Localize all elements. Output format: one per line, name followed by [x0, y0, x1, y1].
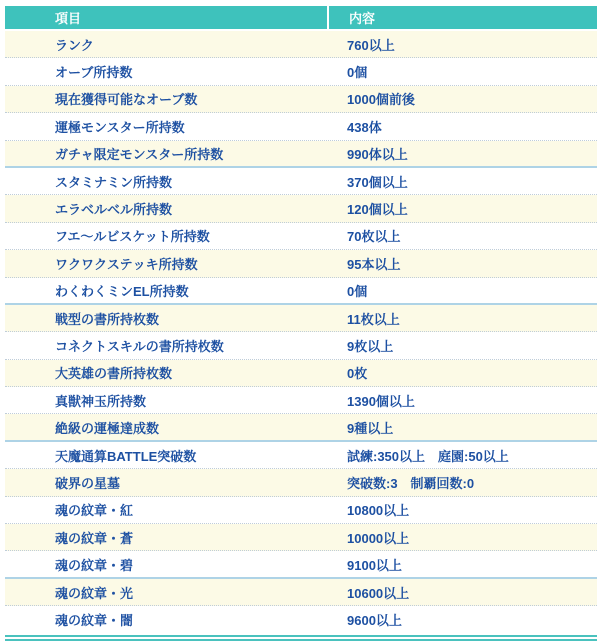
table-row — [5, 332, 597, 359]
row-label: ランク — [55, 37, 94, 53]
row-label: わくわくミンEL所持数 — [55, 283, 189, 299]
row-value: 95本以上 — [347, 256, 401, 272]
column-header-content: 内容 — [327, 6, 597, 29]
row-value: 70枚以上 — [347, 229, 401, 245]
row-value: 試練:350以上 庭園:50以上 — [347, 448, 509, 464]
row-value: 9100以上 — [347, 557, 402, 573]
table-row — [5, 305, 597, 332]
table-row — [5, 58, 597, 85]
table-body — [5, 31, 597, 634]
table-row — [5, 497, 597, 524]
table-row — [5, 442, 597, 469]
row-value: 突破数:3 制覇回数:0 — [347, 475, 475, 491]
row-label: ガチャ限定モンスター所持数 — [55, 146, 224, 162]
column-header-item: 項目 — [55, 11, 82, 26]
row-value: 9600以上 — [347, 613, 402, 629]
row-value: 10600以上 — [347, 585, 410, 601]
row-label: 魂の紋章・闇 — [55, 613, 134, 629]
row-label: スタミナミン所持数 — [55, 174, 173, 190]
table-row — [5, 223, 597, 250]
row-label: エラベルベル所持数 — [55, 202, 173, 218]
row-label: 戦型の書所持枚数 — [55, 311, 160, 327]
row-value: 10000以上 — [347, 530, 410, 546]
table-row — [5, 278, 597, 305]
table-row — [5, 360, 597, 387]
row-value: 760以上 — [347, 37, 395, 53]
row-label: 天魔通算BATTLE突破数 — [55, 448, 197, 464]
row-value: 1000個前後 — [347, 92, 415, 108]
table-row — [5, 31, 597, 58]
row-value: 0枚 — [347, 366, 368, 382]
row-value: 370個以上 — [347, 174, 408, 190]
table-row — [5, 195, 597, 222]
table-row — [5, 469, 597, 496]
row-value: 9枚以上 — [347, 338, 394, 354]
table-row — [5, 168, 597, 195]
table-row — [5, 579, 597, 606]
row-value: 990体以上 — [347, 146, 408, 162]
row-label: 魂の紋章・蒼 — [55, 530, 134, 546]
table-row — [5, 113, 597, 140]
row-value: 1390個以上 — [347, 393, 415, 409]
row-value: 11枚以上 — [347, 311, 400, 327]
row-label: 破界の星墓 — [55, 475, 121, 491]
account-status-table — [5, 6, 597, 641]
row-label: 魂の紋章・紅 — [55, 503, 134, 519]
row-label: 絶級の運極達成数 — [55, 420, 160, 436]
row-label: コネクトスキルの書所持枚数 — [55, 338, 224, 354]
table-bottom-border — [5, 635, 597, 641]
row-label: 魂の紋章・光 — [55, 585, 134, 601]
row-label: ワクワクステッキ所持数 — [55, 256, 198, 272]
table-row — [5, 606, 597, 633]
table-row — [5, 524, 597, 551]
table-row — [5, 387, 597, 414]
row-value: 0個 — [347, 65, 368, 81]
row-label: 現在獲得可能なオーブ数 — [55, 92, 198, 108]
row-value: 120個以上 — [347, 202, 408, 218]
row-label: 大英雄の書所持枚数 — [55, 366, 173, 382]
table-row — [5, 250, 597, 277]
row-label: 真獣神玉所持数 — [55, 393, 147, 409]
row-value: 0個 — [347, 283, 368, 299]
row-label: 魂の紋章・碧 — [55, 557, 134, 573]
table-row — [5, 414, 597, 441]
row-value: 9種以上 — [347, 420, 394, 436]
table-row — [5, 86, 597, 113]
row-label: オーブ所持数 — [55, 65, 133, 81]
row-value: 438体 — [347, 119, 382, 135]
row-label: 運極モンスター所持数 — [55, 119, 185, 135]
row-label: フエ〜ルビスケット所持数 — [55, 229, 210, 245]
table-row — [5, 141, 597, 168]
table-header-row — [5, 6, 597, 31]
table-row — [5, 551, 597, 578]
row-value: 10800以上 — [347, 503, 410, 519]
